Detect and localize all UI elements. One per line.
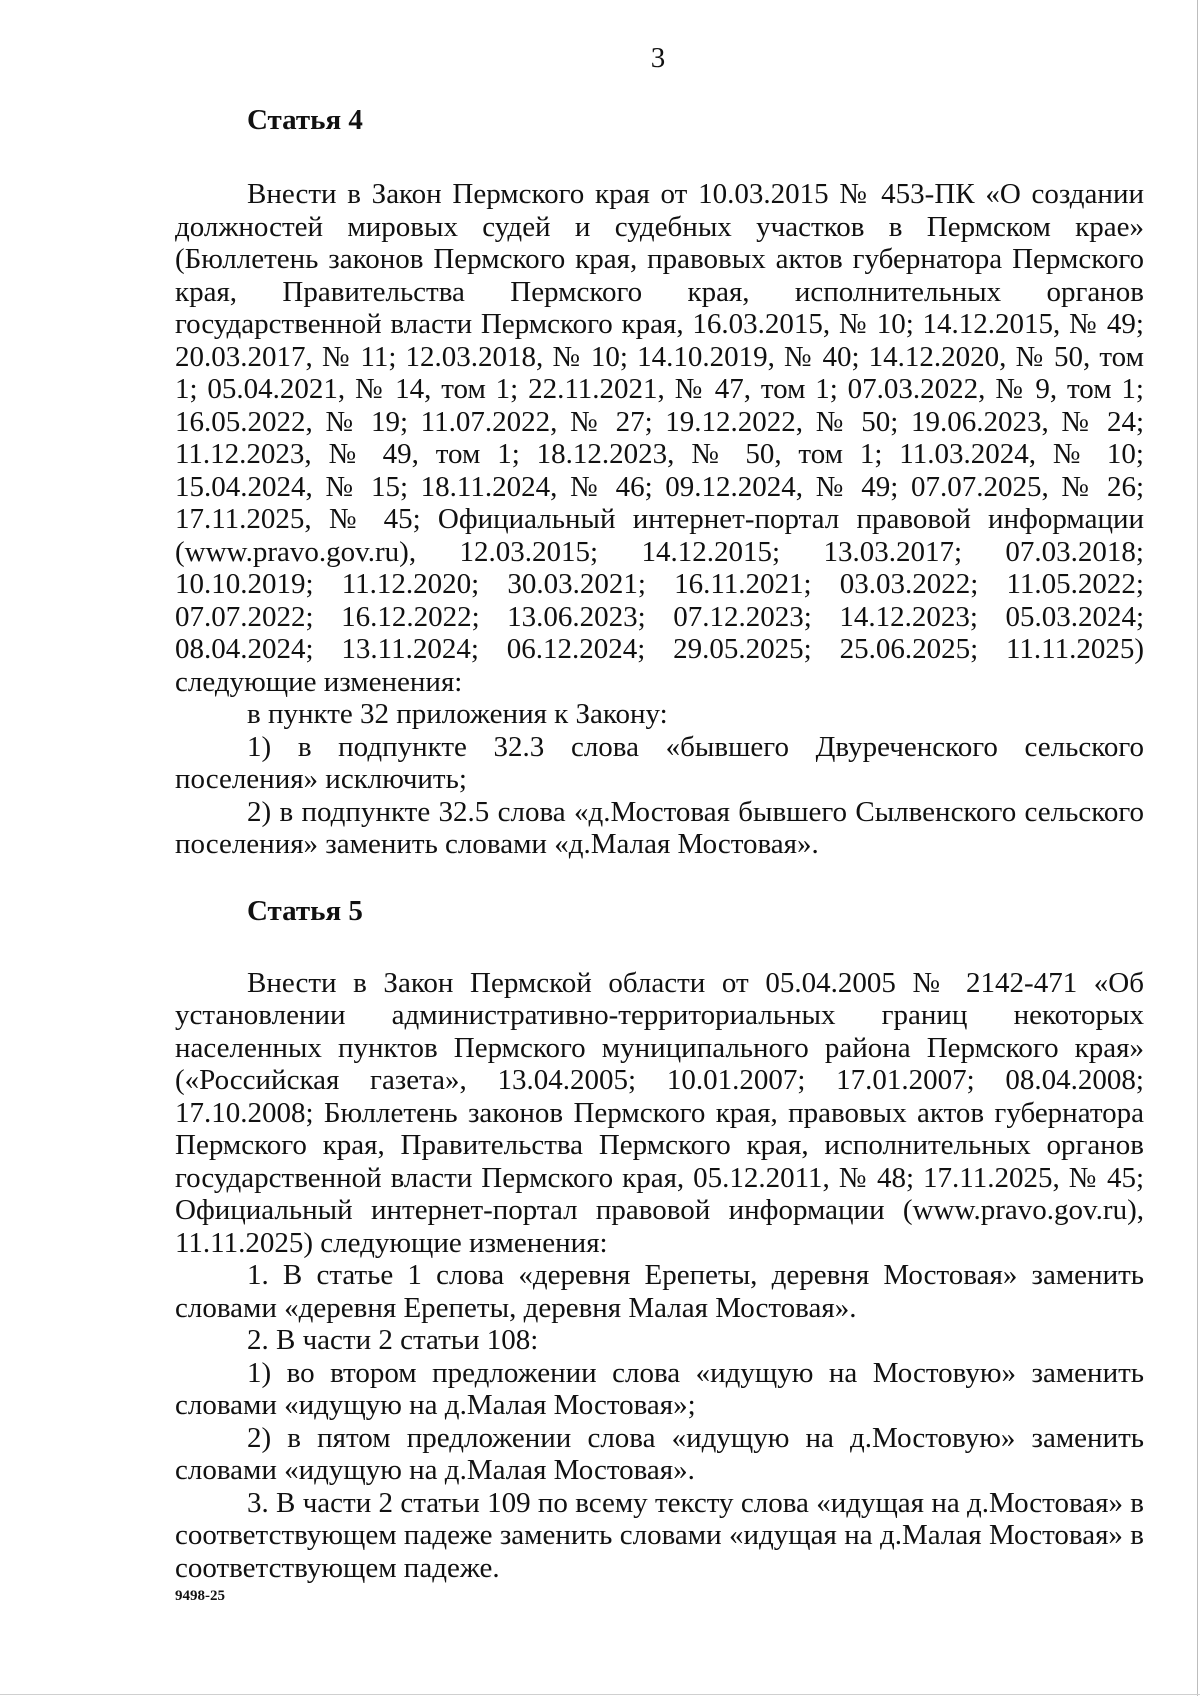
article-4-subitem-1: 1) в подпункте 32.3 слова «бывшего Двуреченского сельского поселения» исключить; bbox=[175, 730, 1144, 795]
scan-edge-right bbox=[1197, 0, 1198, 1696]
document-body bbox=[175, 102, 1144, 1584]
article-5-item-3: 3. В части 2 статьи 109 по всему тексту слова «идущая на д.Мостовая» в соответствующем падеже заменить словами «идущая на д.Малая Мостовая» в соответствующем падеже. bbox=[175, 1486, 1144, 1584]
article-5-title: Статья 5 bbox=[247, 894, 363, 927]
scan-edge-bottom bbox=[0, 1694, 1200, 1695]
page-number: 3 bbox=[650, 42, 666, 74]
article-4-paragraph-intro: Внести в Закон Пермского края от 10.03.2015 № 453-ПК «О создании должностей мировых судей и судебных участков в Пермском крае» (Бюллетень законов Пермского края, правовых актов губернатора Пермского края, Правительства Пермского края, исполнительных органов государственной власти Пермского края, 16.03.2015, № 10; 14.12.2015, № 49; 20.03.2017, № 11; 12.03.2018, № 10; 14.10.2019, № 40; 14.12.2020, № 50, том 1; 05.04.2021, № 14, том 1; 22.11.2021, № 47, том 1; 07.03.2022, № 9, том 1; 16.05.2022, № 19; 11.07.2022, № 27; 19.12.2022, № 50; 19.06.2023, № 24; 11.12.2023, № 49, том 1; 18.12.2023, № 50, том 1; 11.03.2024, № 10; 15.04.2024, № 15; 18.11.2024, № 46; 09.12.2024, № 49; 07.07.2025, № 26; 17.11.2025, № 45; Официальный интернет-портал правовой информации (www.pravo.gov.ru), 12.03.2015; 14.12.2015; 13.03.2017; 07.03.2018; 10.10.2019; 11.12.2020; 30.03.2021; 16.11.2021; 03.03.2022; 11.05.2022; 07.07.2022; 16.12.2022; 13.06.2023; 07.12.2023; 14.12.2023; 05.03.2024; 08.04.2024; 13.11.2024; 06.12.2024; 29.05.2025; 25.06.2025; 11.11.2025) следующие изменения: bbox=[175, 178, 1144, 698]
article-4-paragraph-point: в пункте 32 приложения к Закону: bbox=[247, 698, 668, 730]
document-code: 9498-25 bbox=[175, 1588, 225, 1604]
article-5 bbox=[175, 893, 1144, 1585]
article-5-item-2-sub-2: 2) в пятом предложении слова «идущую на д.Мостовую» заменить словами «идущую на д.Малая Мостовая». bbox=[175, 1421, 1144, 1486]
article-4-subitem-2: 2) в подпункте 32.5 слова «д.Мостовая бывшего Сылвенского сельского поселения» заменить словами «д.Малая Мостовая». bbox=[175, 795, 1144, 860]
article-5-item-2-sub-1: 1) во втором предложении слова «идущую на Мостовую» заменить словами «идущую на д.Малая Мостовая»; bbox=[175, 1356, 1144, 1421]
article-5-item-1: 1. В статье 1 слова «деревня Ерепеты, деревня Мостовая» заменить словами «деревня Ерепеты, деревня Малая Мостовая». bbox=[175, 1259, 1144, 1324]
article-4 bbox=[175, 102, 1144, 861]
article-5-item-2: 2. В части 2 статьи 108: bbox=[247, 1324, 539, 1356]
article-4-title: Статья 4 bbox=[247, 104, 363, 136]
article-5-paragraph-intro: Внести в Закон Пермской области от 05.04.2005 № 2142-471 «Об установлении административно-территориальных границ некоторых населенных пунктов Пермского муниципального района Пермского края» («Российская газета», 13.04.2005; 10.01.2007; 17.01.2007; 08.04.2008; 17.10.2008; Бюллетень законов Пермского края, правовых актов губернатора Пермского края, Правительства Пермского края, исполнительных органов государственной власти Пермского края, 05.12.2011, № 48; 17.11.2025, № 45; Официальный интернет-портал правовой информации (www.pravo.gov.ru), 11.11.2025) следующие изменения: bbox=[175, 966, 1144, 1259]
